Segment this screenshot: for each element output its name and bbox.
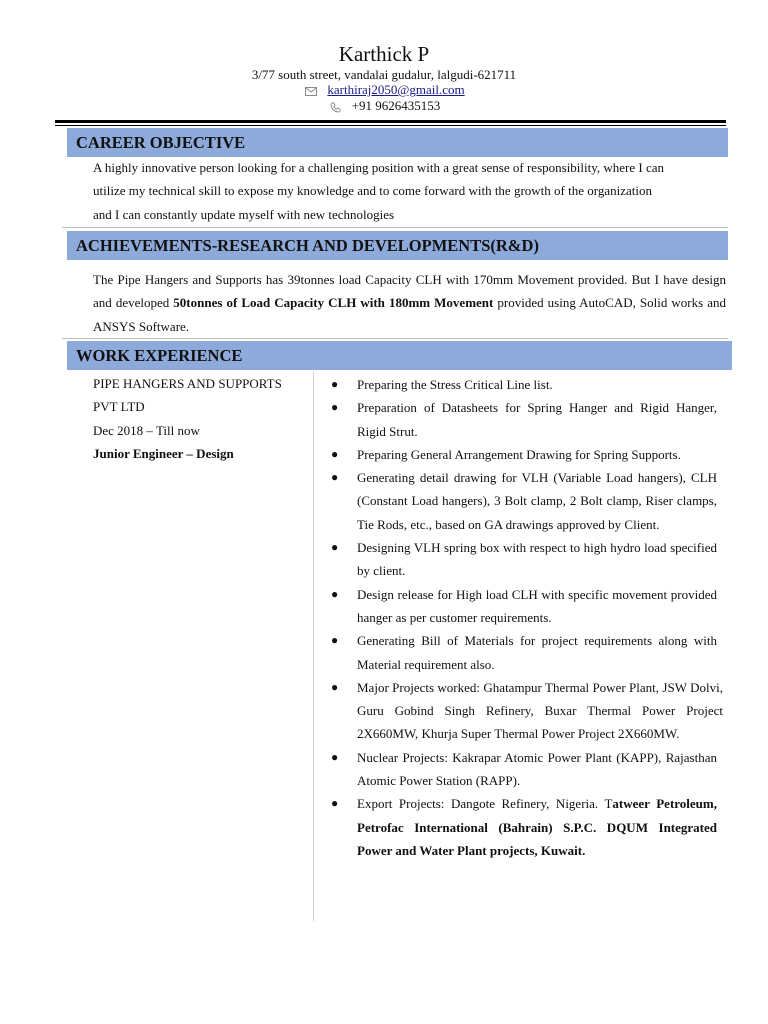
section-divider [62,227,728,228]
achievements-highlight: 50tonnes of Load Capacity CLH with 180mm Movement [173,295,494,311]
section-title-achievements: ACHIEVEMENTS-RESEARCH AND DEVELOPMENTS(R&D) [67,231,728,260]
header-rule-thin [55,125,726,126]
phone-row [0,98,768,114]
list-item: ● Generating Bill of Materials for project requirements along with Material requirement also. [331,633,717,672]
career-line: utilize my technical skill to expose my knowledge and to come forward with the growth of the organization [93,183,652,199]
export-projects-bold: atweer Petroleum, Petrofac International (Bahrain) S.P.C. DQUM Integrated Power and Water Plant projects, Kuwait. [357,796,717,858]
responsibilities-list [331,373,723,862]
phone-icon [328,101,344,113]
achievements-text [93,268,726,338]
section-divider [62,338,728,339]
career-objective-text [93,156,733,226]
email-link[interactable]: karthiraj2050@gmail.com [327,82,465,97]
list-item: ● Nuclear Projects: Kakrapar Atomic Power Plant (KAPP), Rajasthan Atomic Power Station (RAPP). [331,749,717,789]
section-title-career: CAREER OBJECTIVE [67,128,728,157]
career-line: and I can constantly update myself with new technologies [93,206,395,222]
column-separator [313,371,314,921]
envelope-icon [303,85,319,97]
phone-number: +91 9626435153 [351,98,441,113]
list-item: ● Export Projects: Dangote Refinery, Nigeria. Tatweer Petroleum, Petrofac International (Bahrain) S.P.C. DQUM Integrated Power and Water Plant projects, Kuwait. [331,796,717,858]
list-item: ● Preparing the Stress Critical Line list. [331,377,553,392]
job-role: Junior Engineer – Design [93,445,234,461]
list-item: ● Designing VLH spring box with respect to high hydro load specified by client. [331,540,717,579]
list-item: ● Design release for High load CLH with specific movement provided hanger as per customer requirements. [331,586,717,625]
achievements-text-part2: provided using AutoCAD, Solid works and ANSYS Software. [93,295,726,334]
company-name-cont: PVT LTD [93,399,145,415]
list-item: ● Major Projects worked: Ghatampur Thermal Power Plant, JSW Dolvi, Guru Gobind Singh Refinery, Buxar Thermal Power Project 2X660MW, Khurja Super Thermal Power Project 2X660MW. [331,679,723,742]
career-line: A highly innovative person looking for a challenging position with a great sense of responsibility, where I can [93,160,665,175]
list-item: ● Generating detail drawing for VLH (Variable Load hangers), CLH (Constant Load hangers), 3 Bolt clamp, 2 Bolt clamp, Riser clamps, Tie Rods, etc., based on GA drawings approved by Client. [331,470,717,532]
achievements-text-part1: The Pipe Hangers and Supports has 39tonnes load Capacity CLH with 170mm Movement provided. But I have design and developed [93,272,726,311]
address: 3/77 south street, vandalai gudalur, lalgudi-621711 [251,67,517,82]
header-rule [55,120,726,123]
job-details [93,372,308,465]
job-period: Dec 2018 – Till now [93,422,200,438]
list-item: ● Preparation of Datasheets for Spring Hanger and Rigid Hanger, Rigid Strut. [331,400,717,439]
export-projects-plain: Export Projects: Dangote Refinery, Nigeria. T [357,796,613,812]
company-name: PIPE HANGERS AND SUPPORTS [93,376,282,391]
email-row [0,82,768,98]
list-item: ● Preparing General Arrangement Drawing for Spring Supports. [331,446,681,462]
candidate-name: Karthick P [338,42,430,66]
section-title-work: WORK EXPERIENCE [67,341,732,370]
